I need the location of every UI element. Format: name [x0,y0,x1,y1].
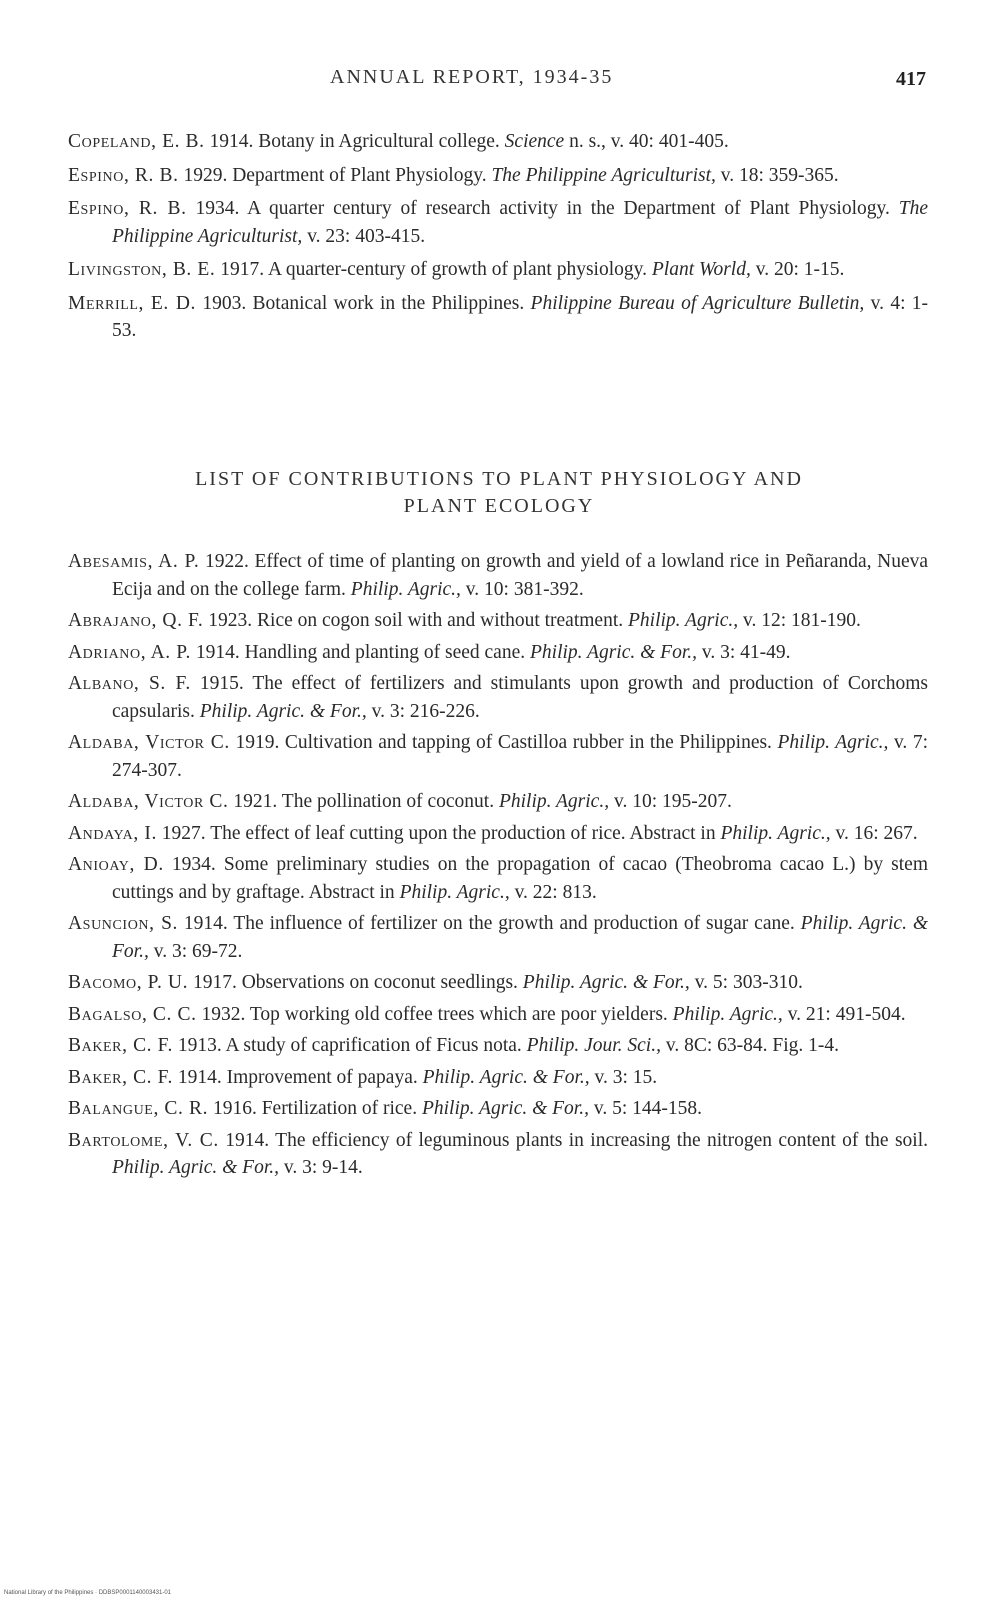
entry-journal: Philip. Agric. & For., [112,1157,280,1178]
section-title-line: LIST OF CONTRIBUTIONS TO PLANT PHYSIOLOGY AND [195,468,803,490]
bibliography-entry [68,1001,928,1029]
entry-year: 1927. [161,822,206,844]
entry-year: 1914. [225,1129,270,1151]
entry-year: 1917. [192,972,237,993]
entry-year: 1921. [233,791,278,812]
entry-author: Bartolome, V. C. [68,1129,219,1151]
entry-citation: v. 5: 303-310. [694,972,803,993]
entry-year: 1915. [199,673,244,694]
entry-citation: v. 3: 15. [594,1066,658,1088]
reference-list [68,128,928,351]
entry-citation: v. 10: 381-392. [465,578,584,600]
entry-title: The efficiency of leguminous plants in increasing the nitrogen content of the soil. [275,1129,928,1151]
bibliography-entry [68,128,928,156]
entry-title: Rice on cogon soil with and without treatment. [257,610,624,631]
entry-year: 1916. [212,1098,257,1119]
entry-journal: Science [504,131,565,152]
entry-author: Copeland, E. B. [68,131,205,152]
entry-year: 1903. [202,292,247,314]
entry-author: Livingston, B. E. [68,259,216,280]
entry-citation: v. 4: 1-53. [112,292,929,341]
entry-title: The effect of leaf cutting upon the production of rice. Abstract in [210,822,716,844]
entry-year: 1934. [195,198,240,219]
digitization-mark: National Library of the Philippines · DDBSP0001140003431-01 [4,1590,171,1596]
bibliography-entry [68,910,928,965]
entry-year: 1934. [171,854,216,875]
entry-author: Andaya, I. [68,822,157,844]
entry-citation: v. 8C: 63-84. Fig. 1-4. [665,1035,840,1056]
section-title [100,466,898,520]
entry-title: Botany in Agricultural college. [258,131,500,152]
entry-citation: v. 3: 69-72. [153,940,243,962]
bibliography-entry [68,256,928,284]
entry-author: Espino, R. B. [68,198,187,219]
entry-year: 1929. [183,164,228,186]
page-number: 417 [896,68,926,90]
entry-citation: v. 5: 144-158. [593,1098,703,1119]
entry-title: Handling and planting of seed cane. [244,641,526,663]
entry-author: Asuncion, S. [68,913,179,934]
entry-journal: Philip. Jour. Sci., [526,1035,661,1056]
entry-title: The pollination of coconut. [281,791,495,812]
entry-citation: n. s., v. 40: 401-405. [569,131,729,152]
entry-citation: v. 3: 41-49. [701,641,791,663]
entry-citation: v. 12: 181-190. [743,610,861,631]
entry-title: The influence of fertilizer on the growth and production of sugar cane. [233,913,795,934]
entry-title: A study of caprification of Ficus nota. [225,1035,522,1056]
bibliography-entry [68,607,928,635]
entry-citation: v. 3: 216-226. [371,700,480,722]
bibliography-entry [68,290,928,345]
entry-journal: Philippine Bureau of Agriculture Bulletin, [530,292,865,314]
entry-citation: v. 22: 813. [514,881,597,903]
entry-title: A quarter-century of growth of plant physiology. [267,259,647,280]
entry-journal: The Philippine Agriculturist, [112,198,929,247]
entry-author: Baker, C. F. [68,1066,173,1088]
entry-year: 1914. [183,913,228,934]
entry-journal: Philip. Agric. & For., [199,700,367,722]
entry-title: A quarter century of research activity in the Department of Plant Physiology. [247,198,890,219]
entry-citation: v. 10: 195-207. [613,791,732,812]
entry-year: 1917. [220,259,265,280]
entry-title: Botanical work in the Philippines. [252,292,525,314]
entry-journal: Philip. Agric., [350,578,461,600]
entry-title: Fertilization of rice. [261,1098,418,1119]
bibliography-entry [68,1095,928,1123]
bibliography-entry [68,820,928,848]
entry-author: Adriano, A. P. [68,641,191,663]
entry-journal: Plant World, [651,259,751,280]
entry-author: Aldaba, Victor C. [68,732,230,753]
entry-author: Bacomo, P. U. [68,972,189,993]
entry-journal: Philip. Agric., [498,791,610,812]
entry-journal: Philip. Agric., [672,1003,783,1025]
contribution-list [68,548,928,1186]
entry-journal: Philip. Agric. & For., [522,972,690,993]
entry-year: 1913. [177,1035,222,1056]
entry-citation: v. 21: 491-504. [787,1003,906,1025]
bibliography-entry [68,1064,928,1092]
entry-author: Baker, C. F. [68,1035,173,1056]
bibliography-entry [68,162,928,190]
entry-title: Improvement of papaya. [226,1066,418,1088]
entry-citation: v. 7: 274-307. [112,732,929,781]
entry-journal: Philip. Agric. & For., [530,641,698,663]
bibliography-entry [68,195,928,250]
entry-title: Cultivation and tapping of Castilloa rubber in the Philippines. [284,732,772,753]
entry-title: Top working old coffee trees which are poor yielders. [249,1003,668,1025]
entry-author: Albano, S. F. [68,673,191,694]
entry-author: Merrill, E. D. [68,292,196,314]
bibliography-entry [68,788,928,816]
entry-journal: The Philippine Agriculturist, [491,164,716,186]
bibliography-entry [68,639,928,667]
entry-year: 1914. [209,131,254,152]
bibliography-entry [68,851,928,906]
bibliography-entry [68,548,928,603]
entry-title: Effect of time of planting on growth and yield of a lowland rice in Peñaranda, Nueva Ecija and on the college farm. [112,551,929,600]
bibliography-entry [68,670,928,725]
entry-author: Abrajano, Q. F. [68,610,204,631]
entry-citation: v. 23: 403-415. [307,225,426,247]
entry-year: 1919. [235,732,280,753]
entry-citation: v. 16: 267. [835,822,918,844]
entry-year: 1932. [201,1003,246,1025]
entry-title: Observations on coconut seedlings. [241,972,518,993]
entry-author: Abesamis, A. P. [68,551,200,572]
entry-year: 1914. [177,1066,222,1088]
entry-year: 1922. [204,551,249,572]
entry-year: 1914. [195,641,240,663]
bibliography-entry [68,1032,928,1060]
entry-title: The effect of fertilizers and stimulants upon growth and production of Corchoms capsularis. [112,673,929,722]
entry-citation: v. 20: 1-15. [755,259,845,280]
entry-title: Department of Plant Physiology. [232,164,487,186]
entry-author: Anioay, D. [68,854,164,875]
bibliography-entry [68,1127,928,1182]
entry-author: Espino, R. B. [68,164,179,186]
entry-journal: Philip. Agric., [720,822,831,844]
bibliography-entry [68,969,928,997]
entry-journal: Philip. Agric., [399,881,510,903]
entry-author: Bagalso, C. C. [68,1003,197,1025]
entry-citation: v. 3: 9-14. [283,1157,363,1178]
entry-year: 1923. [208,610,253,631]
running-title: ANNUAL REPORT, 1934-35 [330,66,614,88]
entry-author: Aldaba, Victor C. [68,791,229,812]
entry-title: Some preliminary studies on the propagation of cacao (Theobroma cacao L.) by stem cuttings and by graftage. Abstract in [112,854,928,903]
entry-journal: Philip. Agric. & For., [422,1066,590,1088]
entry-author: Balangue, C. R. [68,1098,209,1119]
entry-journal: Philip. Agric., [628,610,739,631]
section-title-line: PLANT ECOLOGY [403,495,595,517]
entry-journal: Philip. Agric. & For., [421,1098,589,1119]
entry-journal: Philip. Agric. & For., [112,913,929,962]
entry-journal: Philip. Agric., [777,732,889,753]
bibliography-entry [68,729,928,784]
entry-citation: v. 18: 359-365. [720,164,839,186]
page-header [0,66,998,106]
